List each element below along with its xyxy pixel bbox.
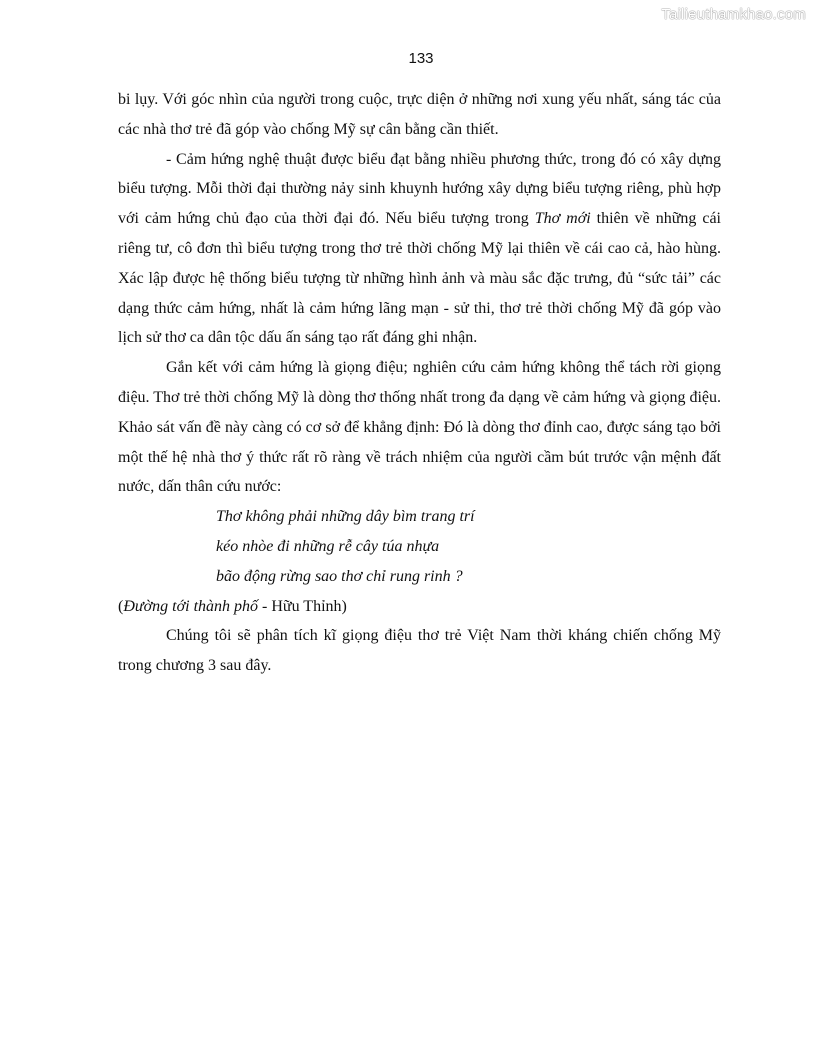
document-body <box>118 85 721 681</box>
watermark: Tailieuthamkhao.com <box>661 6 806 23</box>
paragraph-text: thiên về những cái riêng tư, cô đơn thì biểu tượng trong thơ trẻ thời chống Mỹ lại thiên về cái cao cả, hào hùng. Xác lập được hệ thống biểu tượng từ những hình ảnh và màu sắc đặc trưng, đủ “sức tải” các dạng thức cảm hứng, nhất là cảm hứng lãng mạn - sử thi, thơ trẻ thời chống Mỹ đã góp vào lịch sử thơ ca dân tộc dấu ấn sáng tạo rất đáng ghi nhận. <box>118 210 721 347</box>
page-number: 133 <box>408 50 434 67</box>
paragraph-text: - Cảm hứng nghệ thuật được biểu đạt bằng nhiều phương thức, trong đó có xây dựng biểu tượng. Mỗi thời đại thường nảy sinh khuynh hướng xây dựng biểu tượng riêng, phù hợp với cảm hứng chủ đạo của thời đại đó. Nếu biểu tượng trong <box>118 150 721 228</box>
italic-term: Thơ mới <box>534 210 591 228</box>
citation-title: Đường tới thành phố <box>123 597 259 615</box>
poem-line: bão động rừng sao thơ chỉ rung rinh ? <box>216 567 463 585</box>
paragraph-conclusion: Chúng tôi sẽ phân tích kĩ giọng điệu thơ trẻ Việt Nam thời kháng chiến chống Mỹ trong chương 3 sau đây. <box>118 627 721 675</box>
poem-quote <box>216 502 721 591</box>
paragraph-continuation: bi lụy. Với góc nhìn của người trong cuộc, trực diện ở những nơi xung yếu nhất, sáng tác của các nhà thơ trẻ đã góp vào chống Mỹ sự cân bằng cần thiết. <box>118 91 721 138</box>
citation-author: - Hữu Thỉnh) <box>258 597 347 615</box>
poem-line: kéo nhòe đi những rễ cây túa nhựa <box>216 537 440 555</box>
paragraph-symbols <box>118 145 721 354</box>
poem-citation: (Đường tới thành phố - Hữu Thỉnh) <box>118 597 347 615</box>
poem-line: Thơ không phải những dây bìm trang trí <box>216 508 475 526</box>
paragraph-tone: Gắn kết với cảm hứng là giọng điệu; nghiên cứu cảm hứng không thể tách rời giọng điệu. Thơ trẻ thời chống Mỹ là dòng thơ thống nhất trong đa dạng về cảm hứng và giọng điệu. Khảo sát vấn đề này càng có cơ sở để khẳng định: Đó là dòng thơ đỉnh cao, được sáng tạo bởi một thế hệ nhà thơ ý thức rất rõ ràng về trách nhiệm của người cầm bút trước vận mệnh đất nước, dấn thân cứu nước: <box>118 359 721 496</box>
